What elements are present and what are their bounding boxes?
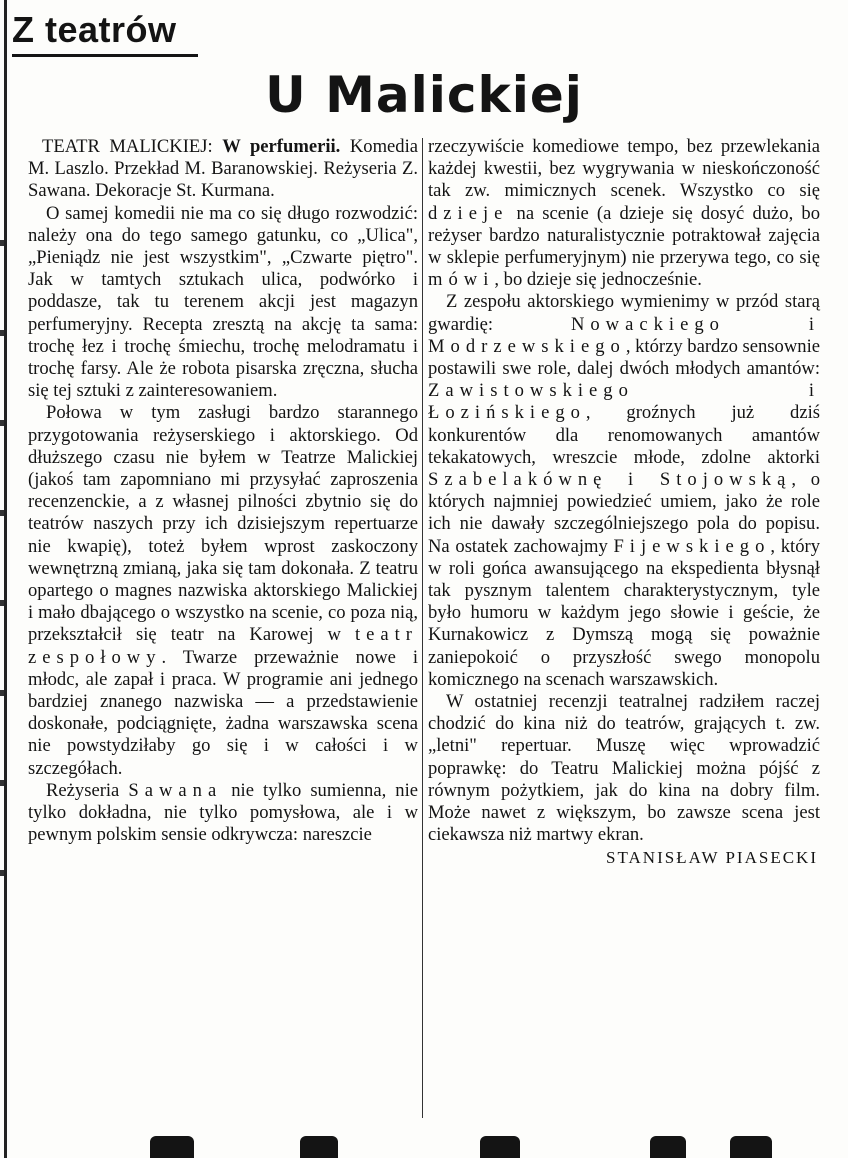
paragraph-text: TEATR MALICKIEJ:	[42, 136, 223, 157]
emphasized-name: Zawistowskiego i Łozińskiego	[428, 380, 820, 424]
article-paragraph	[428, 291, 820, 691]
article-signature: STANISŁAW PIASECKI	[606, 847, 818, 867]
emphasized-name: mówi	[428, 269, 495, 291]
paragraph-text: W ostatniej recenzji teatralnej radziłem raczej chodzić do kina niż do teatrów, grających t. zw. „letni" repertuar. Muszę więc wprowadzić poprawkę: do Teatru Malickiej można pójść z równym pożytkiem, jak do kina na dobry film. Może nawet z większym, bo zawsze scena jest ciekawsza niż martwy ekran.	[428, 691, 820, 846]
emphasized-name: Fijewskiego	[613, 535, 771, 557]
article-paragraph	[428, 691, 820, 846]
paragraph-text: , którzy bardzo sensownie postawili swe role, dalej dwóch młodych amantów:	[428, 335, 820, 380]
paragraph-text: , o których najmniej powiedzieć umiem, jako że role ich nie dawały szczególniejszego pola do popisu. Na ostatek zachowajmy	[428, 469, 820, 557]
article-headline: U Malickiej	[265, 66, 583, 124]
article-paragraph	[28, 136, 418, 203]
paragraph-text: O samej komedii nie ma co się długo rozwodzić: należy ona do tego samego gatunku, co „Ulica", „Pieniądz nie jest wszystkim", „Czwarte piętro". Jak w tamtych sztukach ulica, podwórko i poddasze, tak tu terenem akcji jest magazyn perfumeryjny. Recepta zresztą na akcję ta sama: trochę łez i trochę śmiechu, trochę melodramatu i trochę farsy. Ale że robota pisarska zręczna, słucha się tej sztuki z zainteresowaniem.	[28, 202, 418, 402]
section-heading: Z teatrów	[12, 9, 177, 50]
article-column-left	[28, 136, 418, 847]
paragraph-text: Z zespołu aktorskiego wymienimy w przód starą gwardię:	[428, 291, 820, 335]
emphasized-name: Nowackiego i Modrzewskiego	[428, 313, 820, 357]
emphasized-name: Szabelakównę i Stojowską	[428, 469, 792, 491]
article-column-right-body	[428, 136, 820, 847]
emphasized-name: teatr zespołowy	[28, 624, 418, 668]
article-paragraph	[428, 136, 820, 291]
paragraph-text: na scenie (a dzieje się dosyć dużo, bo reżyser bardzo naturalistycznie potraktował zajęcia w sklepie perfumeryjnym) nie przerywa tego, co się	[428, 202, 820, 269]
paragraph-text: . Twarze przeważnie nowe i młodc, ale zapał i praca. W programie ani jednego bardziej znanego nazwiska — a przedstawienie doskonałe, podciągnięte, żadna warszawska scena nie powstydziłaby go się i w całości i w szczegółach.	[28, 646, 418, 779]
play-title: W perfumerii.	[222, 136, 341, 157]
article-column-right	[428, 136, 820, 869]
section-heading-underline	[12, 54, 198, 57]
page-edge-marks	[0, 180, 4, 880]
paragraph-text: Połowa w tym zasługi bardzo starannego przygotowania reżyserskiego i aktorskiego. Od dłuższego czasu nie byłem w Teatrze Malickiej (jakoś tam zapomniano mi przysyłać zaproszenia recenzenckie, a z własnej pilności zbytnio się do teatrów naszych przy ich dzisiejszym repertuarze nie kwapię), toteż byłem wprost zaskoczony wewnętrzną zmianą, jaka się tam dokonała. Z teatru opartego o magnes nazwiska aktorskiego Malickiej i mało dbającego o wszystko na scenie, co poza nią, przekształcił się teatr na Karowej w	[28, 402, 418, 646]
paragraph-text: , bo dzieje się jednocześnie.	[494, 269, 702, 291]
paragraph-text: , groźnych już dziś konkurentów dla renomowanych amantów tekakatowych, wreszcie młode, zdolne aktorki	[428, 402, 820, 468]
article-paragraph	[28, 203, 418, 403]
column-divider	[422, 138, 423, 1118]
paragraph-text: Komedia M. Laszlo. Przekład M. Baranowskiej. Reżyseria Z. Sawana. Dekoracje St. Kurmana.	[28, 136, 419, 202]
emphasized-name: dzieje	[428, 202, 509, 224]
paragraph-text: rzeczywiście komediowe tempo, bez przewlekania każdej kwestii, bez wygrywania w nieskończoność tak zw. mimicznych scenek. Wszystko co się	[428, 136, 820, 202]
next-article-headline-fragment	[150, 1118, 800, 1158]
emphasized-name: Sawana	[128, 779, 223, 801]
paragraph-text: nie tylko sumienna, nie tylko dokładna, nie tylko pomysłowa, ale i w pewnym polskim sensie odkrywcza: nareszcie	[28, 779, 418, 846]
article-paragraph	[28, 402, 418, 779]
paragraph-text: , który w roli gońca awansującego na ekspedienta błysnął tak pysznym talentem charakterystycznym, tyle było humoru w każdym jego słowie i geście, że Kurnakowicz z Dymszą mogą się poważnie zaniepokoić o przyszłość swego monopolu komicznego na scenach warszawskich.	[428, 535, 820, 690]
article-paragraph	[28, 780, 418, 847]
paragraph-text: Reżyseria	[46, 779, 129, 801]
page-edge-rule	[4, 0, 7, 1158]
